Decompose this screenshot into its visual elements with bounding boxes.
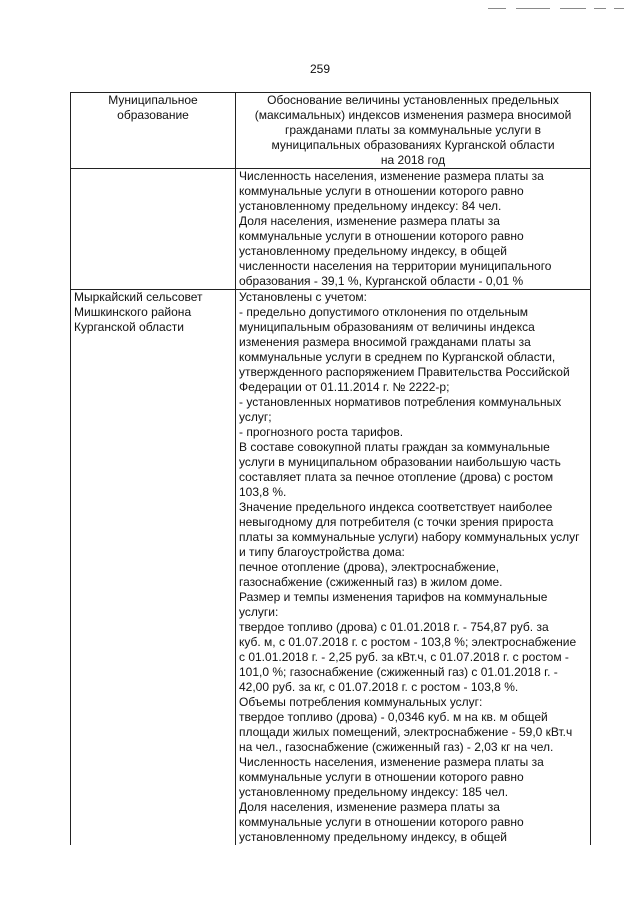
text-line: с 01.01.2018 г. - 2,25 руб. за кВт.ч, с 01.07.2018 г. с ростом - xyxy=(239,650,569,664)
table-row-myrkay xyxy=(71,290,591,846)
text-line: Федерации от 01.11.2014 г. № 2222-р; xyxy=(239,380,450,394)
cell-justification-myrkay xyxy=(236,290,591,846)
text-line: установленному предельному индексу, в общей xyxy=(239,830,507,844)
header-justification xyxy=(236,93,591,169)
municipality-name-line: Мишкинского района xyxy=(74,305,192,319)
text-line: площади жилых помещений, электроснабжение - 59,0 кВт.ч xyxy=(239,725,573,739)
header-justification-line: гражданами платы за коммунальные услуги в xyxy=(284,123,542,137)
text-line: Объемы потребления коммунальных услуг: xyxy=(239,695,483,709)
text-line: Размер и темпы изменения тарифов на коммунальные xyxy=(239,590,548,604)
text-line: Численность населения, изменение размера платы за xyxy=(239,755,544,769)
text-line: 103,8 %. xyxy=(239,485,287,499)
text-line: Доля населения, изменение размера платы за xyxy=(239,214,500,228)
cell-municipality-empty xyxy=(71,169,236,290)
text-line: изменения размера вносимой гражданами платы за xyxy=(239,335,531,349)
header-justification-line: муниципальных образованиях Курганской области xyxy=(271,138,555,152)
text-line: коммунальные услуги в отношении которого равно xyxy=(239,184,524,198)
text-line: - прогнозного роста тарифов. xyxy=(239,425,404,439)
text-line: численности населения на территории муниципального xyxy=(239,259,552,273)
text-line: установленному предельному индексу: 185 чел. xyxy=(239,785,509,799)
text-line: Доля населения, изменение размера платы за xyxy=(239,800,500,814)
municipality-name-line: Мыркайский сельсовет xyxy=(74,290,203,304)
text-line: коммунальные услуги в отношении которого равно xyxy=(239,770,524,784)
cell-municipality-myrkay xyxy=(71,290,236,846)
text-line: - установленных нормативов потребления коммунальных xyxy=(239,395,562,409)
text-line: муниципальным образованиям от величины индекса xyxy=(239,320,535,334)
text-line: Установлены с учетом: xyxy=(239,290,367,304)
text-line: услуг; xyxy=(239,410,272,424)
header-justification-line: на 2018 год xyxy=(380,153,446,167)
text-line: печное отопление (дрова), электроснабжение, xyxy=(239,560,500,574)
text-line: платы за коммунальные услуги) набору коммунальных услуг xyxy=(239,530,580,544)
justification-table xyxy=(70,92,591,845)
text-line: куб. м, с 01.07.2018 г. с ростом - 103,8 %; электроснабжение xyxy=(239,635,577,649)
text-line: твердое топливо (дрова) с 01.01.2018 г. - 754,87 руб. за xyxy=(239,620,549,634)
text-line: коммунальные услуги в отношении которого равно xyxy=(239,229,524,243)
header-justification-line: Обоснование величины установленных предельных xyxy=(267,93,559,107)
cell-justification-continued xyxy=(236,169,591,290)
text-line: твердое топливо (дрова) - 0,0346 куб. м на кв. м общей xyxy=(239,710,548,724)
table-header-row xyxy=(71,93,591,169)
text-line: газоснабжение (сжиженный газ) в жилом доме. xyxy=(239,575,503,589)
text-line: составляет плата за печное отопление (дрова) с ростом xyxy=(239,470,554,484)
text-line: коммунальные услуги в отношении которого равно xyxy=(239,815,524,829)
header-justification-line: (максимальных) индексов изменения размера вносимой xyxy=(254,108,572,122)
text-line: невыгодному для потребителя (с точки зрения прироста xyxy=(239,515,554,529)
text-line: на чел., газоснабжение (сжиженный газ) - 2,03 кг на чел. xyxy=(239,740,554,754)
text-line: установленному предельному индексу, в общей xyxy=(239,244,507,258)
text-line: и типу благоустройства дома: xyxy=(239,545,405,559)
text-line: установленному предельному индексу: 84 чел. xyxy=(239,199,502,213)
scan-artifact-marks xyxy=(468,8,628,12)
page-number: 259 xyxy=(309,62,331,76)
text-line: утвержденного распоряжением Правительства Российской xyxy=(239,365,570,379)
text-line: услуги: xyxy=(239,605,279,619)
text-line: В составе совокупной платы граждан за коммунальные xyxy=(239,440,550,454)
table-row-continued xyxy=(71,169,591,290)
text-line: 42,00 руб. за кг, с 01.07.2018 г. с ростом - 103,8 %. xyxy=(239,680,519,694)
header-municipality: Муниципальное образование xyxy=(71,93,236,169)
text-line: Численность населения, изменение размера платы за xyxy=(239,169,544,183)
text-line: 101,0 %; газоснабжение (сжиженный газ) с 01.01.2018 г. - xyxy=(239,665,558,679)
text-line: - предельно допустимого отклонения по отдельным xyxy=(239,305,528,319)
text-line: услуги в муниципальном образовании наибольшую часть xyxy=(239,455,561,469)
text-line: коммунальные услуги в среднем по Курганской области, xyxy=(239,350,556,364)
text-line: Значение предельного индекса соответствует наиболее xyxy=(239,500,553,514)
municipality-name-line: Курганской области xyxy=(74,320,184,334)
text-line: образования - 39,1 %, Курганской области - 0,01 % xyxy=(239,274,524,288)
